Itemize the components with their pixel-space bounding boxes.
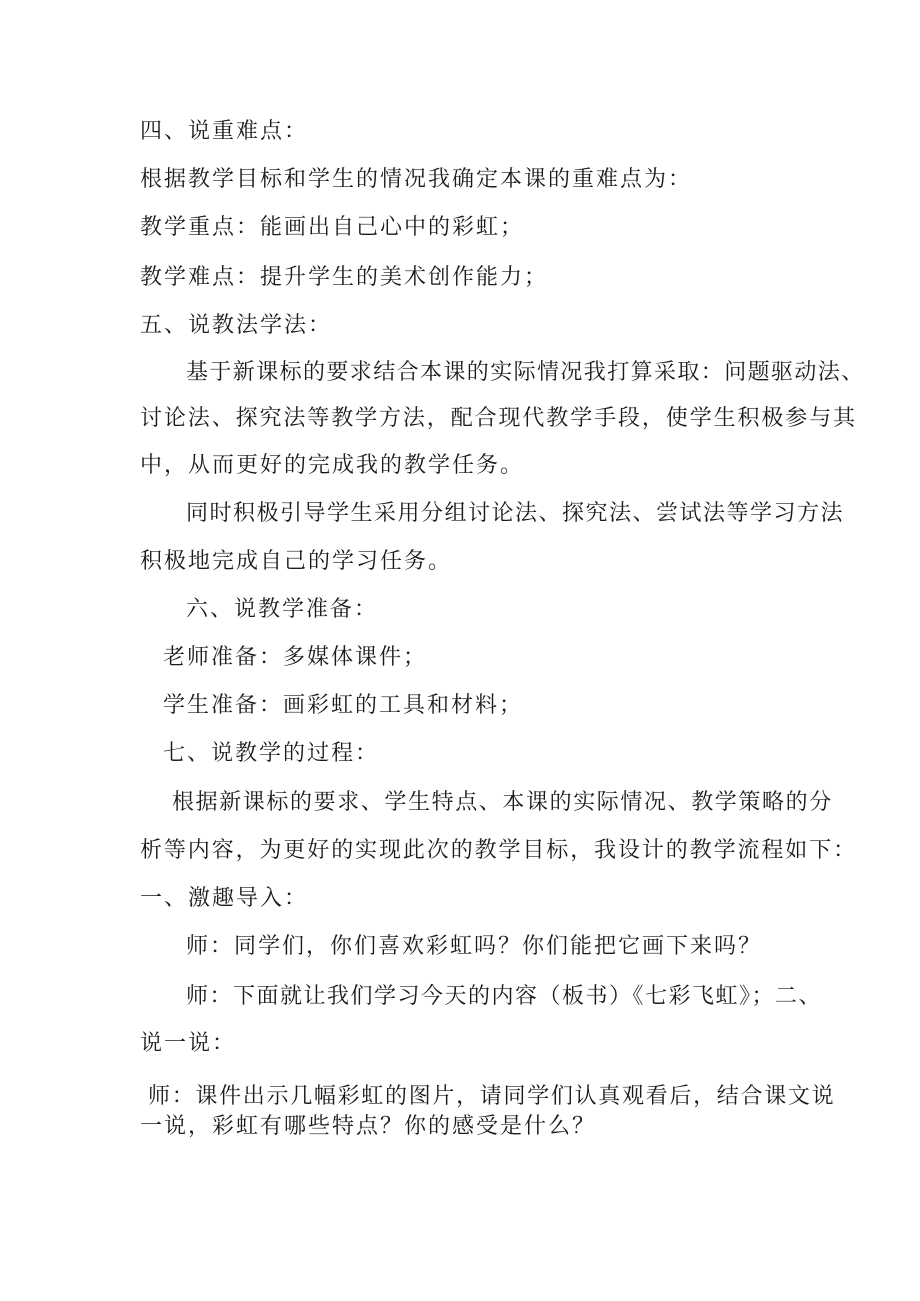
- heading-introduction: 一、激趣导入：: [140, 886, 309, 911]
- dialogue-line: 师：同学们，你们喜欢彩虹吗？你们能把它画下来吗？: [186, 934, 763, 959]
- heading-discussion: 说一说：: [140, 1031, 237, 1056]
- paragraph-line: 根据新课标的要求、学生特点、本课的实际情况、教学策略的分: [172, 790, 833, 815]
- heading-key-points: 四、说重难点：: [140, 119, 309, 144]
- dialogue-line: 一说，彩虹有哪些特点？你的感受是什么？: [140, 1114, 597, 1139]
- paragraph-line: 教学重点：能画出自己心中的彩虹；: [140, 215, 525, 240]
- paragraph-line: 积极地完成自己的学习任务。: [140, 549, 453, 574]
- paragraph-line: 教学难点：提升学生的美术创作能力；: [140, 265, 549, 290]
- paragraph-line: 中，从而更好的完成我的教学任务。: [140, 453, 525, 478]
- heading-teaching-methods: 五、说教法学法：: [140, 313, 333, 338]
- paragraph-line: 根据教学目标和学生的情况我确定本课的重难点为：: [140, 167, 693, 192]
- paragraph-line: 学生准备：画彩虹的工具和材料；: [163, 693, 524, 718]
- dialogue-line: 师：课件出示几幅彩虹的图片，请同学们认真观看后，结合课文说: [148, 1084, 836, 1109]
- paragraph-line: 基于新课标的要求结合本课的实际情况我打算采取：问题驱动法、: [186, 360, 865, 385]
- dialogue-line: 师：下面就让我们学习今天的内容（板书）《七彩飞虹》；二、: [186, 984, 823, 1009]
- heading-teaching-preparation: 六、说教学准备：: [186, 597, 379, 622]
- paragraph-line: 同时积极引导学生采用分组讨论法、探究法、尝试法等学习方法: [186, 501, 845, 526]
- heading-teaching-process: 七、说教学的过程：: [163, 741, 380, 766]
- paragraph-line: 析等内容，为更好的实现此次的教学目标，我设计的教学流程如下：: [140, 838, 858, 863]
- paragraph-line: 老师准备：多媒体课件；: [163, 645, 428, 670]
- paragraph-line: 讨论法、探究法等教学方法，配合现代教学手段，使学生积极参与其: [140, 406, 858, 431]
